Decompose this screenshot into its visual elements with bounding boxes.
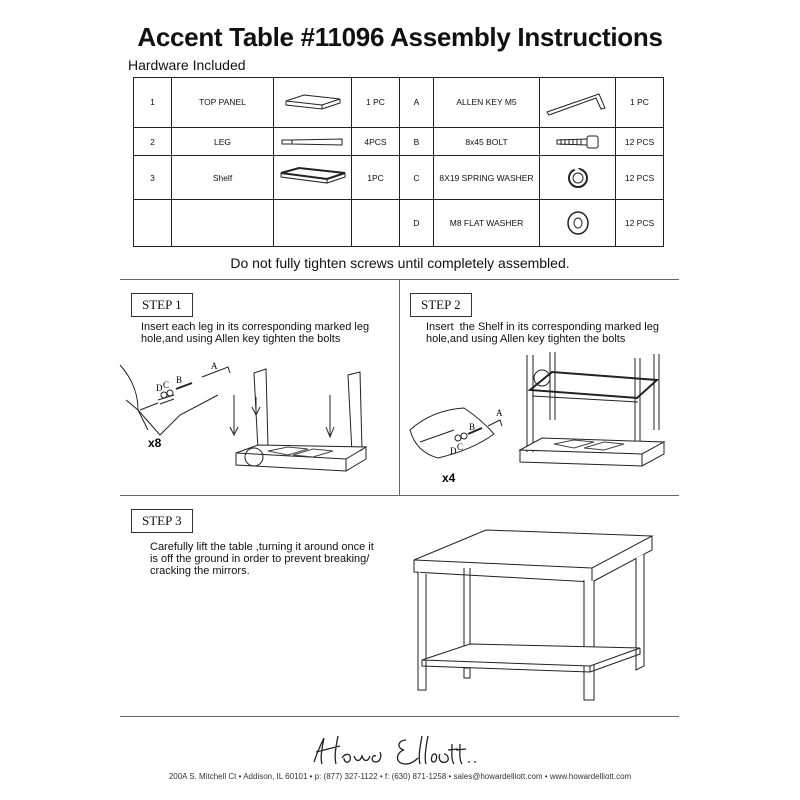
shelf-frame-icon bbox=[274, 156, 352, 200]
part-qty: 1PC bbox=[352, 156, 400, 200]
callout-d: D bbox=[156, 383, 163, 393]
step-1-description: Insert each leg in its corresponding marked leg hole,and using Allen key tighten the bolts bbox=[141, 321, 370, 345]
hardware-name: 8x45 BOLT bbox=[434, 127, 540, 156]
hardware-letter: D bbox=[400, 200, 434, 247]
divider bbox=[399, 279, 400, 495]
table-row bbox=[134, 156, 664, 200]
part-number: 3 bbox=[134, 156, 172, 200]
step-1-label: STEP 1 bbox=[131, 293, 193, 317]
hardware-name: 8X19 SPRING WASHER bbox=[434, 156, 540, 200]
finished-table-illustration bbox=[408, 520, 663, 710]
step-3-description: Carefully lift the table ,turning it around once it is off the ground in order to prevent breaking/ cracking the mirrors. bbox=[150, 541, 374, 577]
flat-washer-icon bbox=[540, 200, 616, 247]
hardware-name: ALLEN KEY M5 bbox=[434, 78, 540, 128]
hardware-table bbox=[133, 77, 664, 247]
top-panel-icon bbox=[274, 78, 352, 128]
callout-b: B bbox=[176, 375, 183, 385]
hardware-qty: 12 PCS bbox=[616, 156, 664, 200]
divider bbox=[120, 495, 679, 496]
part-qty: 1 PC bbox=[352, 78, 400, 128]
part-qty bbox=[352, 200, 400, 247]
leg-icon bbox=[274, 127, 352, 156]
spring-washer-icon bbox=[540, 156, 616, 200]
part-name: LEG bbox=[172, 127, 274, 156]
step-1-multiplier: x8 bbox=[148, 436, 162, 450]
hardware-letter: A bbox=[400, 78, 434, 128]
bolt-icon bbox=[540, 127, 616, 156]
hardware-qty: 1 PC bbox=[616, 78, 664, 128]
callout-a: A bbox=[496, 408, 503, 418]
part-qty: 4PCS bbox=[352, 127, 400, 156]
step-2-label: STEP 2 bbox=[410, 293, 472, 317]
table-row bbox=[134, 200, 664, 247]
step-3-label: STEP 3 bbox=[131, 509, 193, 533]
hardware-qty: 12 PCS bbox=[616, 127, 664, 156]
hardware-qty: 12 PCS bbox=[616, 200, 664, 247]
step-2-description: Insert the Shelf in its corresponding marked leg hole,and using Allen key tighten the bolts bbox=[426, 321, 659, 345]
hardware-name: M8 FLAT WASHER bbox=[434, 200, 540, 247]
brand-name: Howard Elliott bbox=[310, 732, 317, 733]
part-number: 1 bbox=[134, 78, 172, 128]
table-row bbox=[134, 127, 664, 156]
howard-elliott-logo bbox=[310, 732, 490, 772]
part-number bbox=[134, 200, 172, 247]
hardware-letter: C bbox=[400, 156, 434, 200]
divider bbox=[120, 716, 679, 717]
part-name: TOP PANEL bbox=[172, 78, 274, 128]
callout-d: D bbox=[450, 446, 457, 456]
tighten-note: Do not fully tighten screws until completely assembled. bbox=[230, 255, 570, 271]
hardware-letter: B bbox=[400, 127, 434, 156]
hardware-heading: Hardware Included bbox=[128, 57, 246, 73]
footer-address: 200A S. Mitchell Ct • Addison, IL 60101 • p: (877) 327-1122 • f: (630) 871-1258 • sales@howardelliott.com • www.howardelliott.com bbox=[168, 772, 632, 781]
part-number: 2 bbox=[134, 127, 172, 156]
page-title: Accent Table #11096 Assembly Instructions bbox=[137, 22, 663, 52]
part-name bbox=[172, 200, 274, 247]
allen-key-icon bbox=[540, 78, 616, 128]
callout-b: B bbox=[469, 422, 476, 432]
step-1-illustration bbox=[118, 355, 398, 485]
step-2-illustration bbox=[402, 350, 678, 490]
step-2-multiplier: x4 bbox=[442, 471, 456, 485]
part-name: Shelf bbox=[172, 156, 274, 200]
empty-cell bbox=[274, 200, 352, 247]
callout-c: C bbox=[163, 380, 170, 390]
callout-c: C bbox=[457, 442, 464, 452]
callout-a: A bbox=[211, 361, 218, 371]
table-row bbox=[134, 78, 664, 128]
